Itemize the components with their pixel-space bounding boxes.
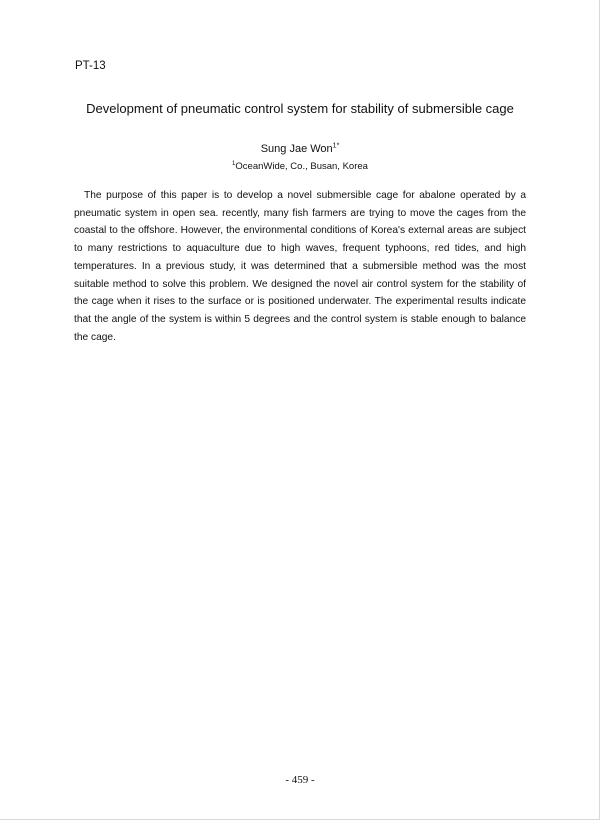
paper-title: Development of pneumatic control system for stability of submersible cage [86, 101, 514, 116]
author-name: Sung Jae Won [260, 143, 333, 155]
affiliation-line [0, 161, 600, 172]
session-code: PT-13 [75, 60, 106, 72]
affiliation-text: OceanWide, Co., Busan, Korea [235, 161, 368, 172]
page-number: - 459 - [285, 774, 315, 786]
author-line [0, 143, 600, 155]
author-superscript: 1* [332, 142, 340, 150]
abstract-paragraph: The purpose of this paper is to develop a novel submersible cage for abalone operated by a pneumatic system in open sea. recently, many fish farmers are trying to move the cages from the coastal to the offshore. However, the environmental conditions of Korea's external areas are subject to many restrictions to aquaculture due to high waves, frequent typhoons, red tides, and high temperatures. In a previous study, it was determined that a submersible method was the most suitable method to solve this problem. We designed the novel air control system for the stability of the cage when it rises to the surface or is positioned underwater. The experimental results indicate that the angle of the system is within 5 degrees and the control system is stable enough to balance the cage. [74, 190, 526, 343]
affiliation-superscript: 1 [232, 160, 236, 167]
